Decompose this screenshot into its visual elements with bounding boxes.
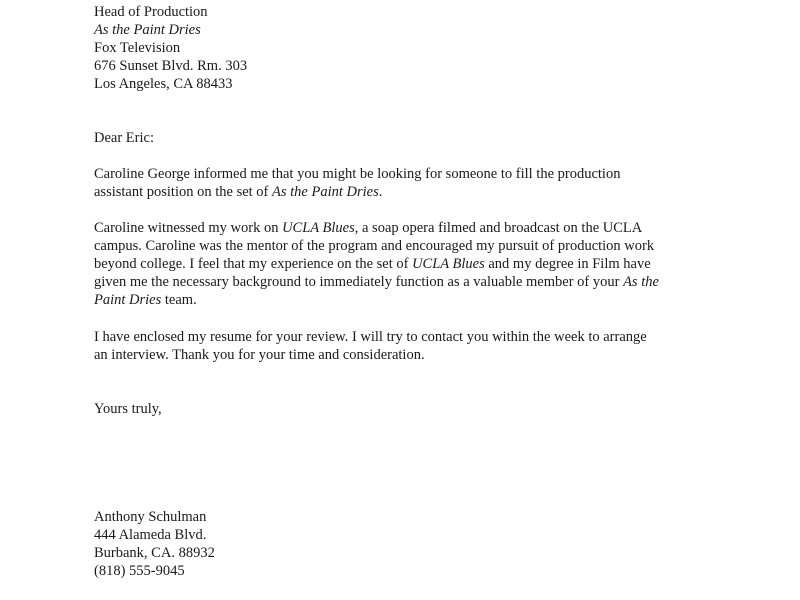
recipient-address-block <box>94 3 734 93</box>
sender-street: 444 Alameda Blvd. <box>94 527 207 543</box>
p3-line-1: I have enclosed my resume for your review. I will try to contact you within the week to arrange <box>94 329 647 345</box>
paragraph-3 <box>94 328 734 364</box>
sender-block <box>94 508 734 580</box>
recipient-city: Los Angeles, CA 88433 <box>94 76 233 92</box>
paragraph-1 <box>94 165 734 201</box>
closing-block <box>94 400 734 418</box>
recipient-show: As the Paint Dries <box>94 22 201 38</box>
sender-name: Anthony Schulman <box>94 509 207 525</box>
p2-line-5: Paint Dries team. <box>94 292 197 308</box>
p2-line-3: beyond college. I feel that my experience on the set of UCLA Blues and my degree in Film have <box>94 256 651 272</box>
paragraph-2 <box>94 219 734 309</box>
salutation: Dear Eric: <box>94 130 154 146</box>
p1-line-1: Caroline George informed me that you might be looking for someone to fill the production <box>94 166 621 182</box>
p2-line-2: campus. Caroline was the mentor of the program and encouraged my pursuit of production work <box>94 238 655 254</box>
closing: Yours truly, <box>94 401 162 417</box>
p3-line-2: an interview. Thank you for your time and consideration. <box>94 347 425 363</box>
recipient-title: Head of Production <box>94 4 208 20</box>
p2-line-1: Caroline witnessed my work on UCLA Blues, a soap opera filmed and broadcast on the UCLA <box>94 220 643 236</box>
recipient-street: 676 Sunset Blvd. Rm. 303 <box>94 58 248 74</box>
sender-phone: (818) 555-9045 <box>94 563 185 579</box>
sender-city: Burbank, CA. 88932 <box>94 545 215 561</box>
recipient-company: Fox Television <box>94 40 181 56</box>
p2-line-4: given me the necessary background to immediately function as a valuable member of your As the <box>94 274 659 290</box>
salutation-block <box>94 129 734 147</box>
p1-line-2: assistant position on the set of As the Paint Dries. <box>94 184 383 200</box>
